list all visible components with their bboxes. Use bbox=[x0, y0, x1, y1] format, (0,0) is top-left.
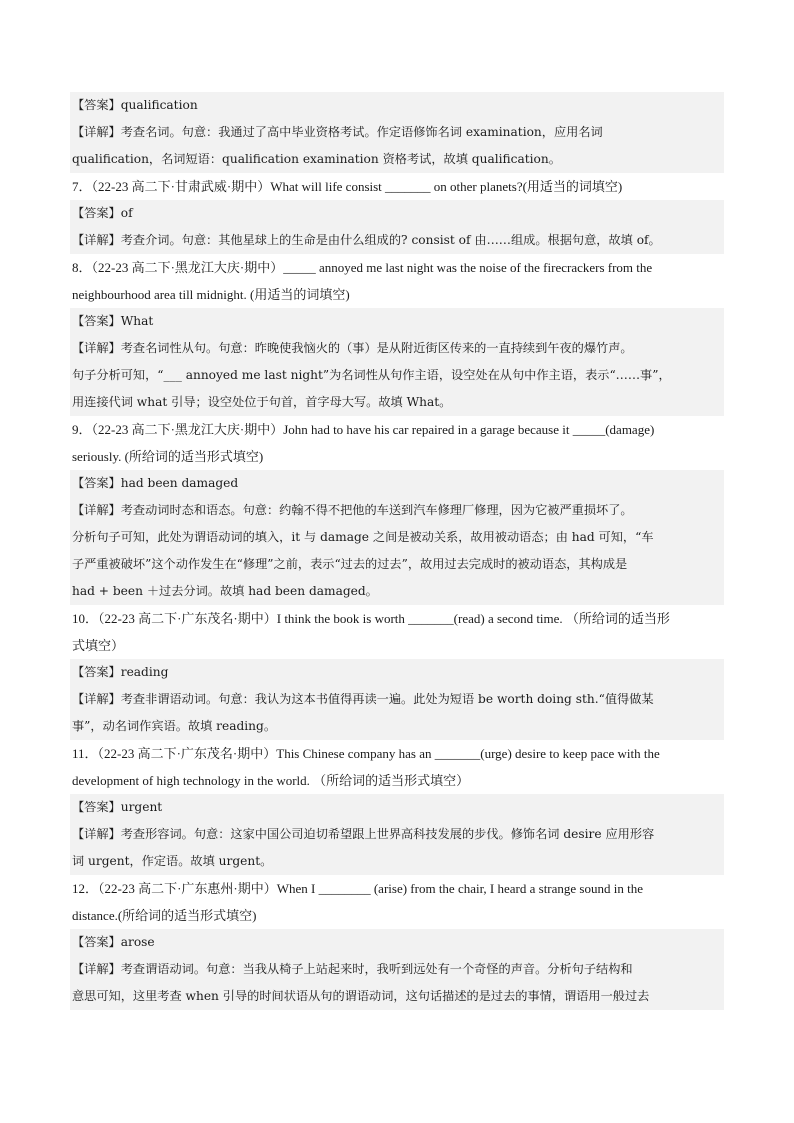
answer-line: 【详解】考查名词性从句。句意：昨晚使我恼火的（事）是从附近街区传来的一直持续到午夜的爆竹声。 bbox=[70, 335, 724, 362]
answer-line: 【答案】arose bbox=[70, 929, 724, 956]
answer-line: 【答案】urgent bbox=[70, 794, 724, 821]
answer-line: 【详解】考查介词。句意：其他星球上的生命是由什么组成的? consist of 由……组成。根据句意，故填 of。 bbox=[70, 227, 724, 254]
question-line: 11．（22-23 高二下·广东茂名·期中）This Chinese company has an _______(urge) desire to keep pace with the bbox=[72, 746, 660, 761]
answer-line: 词 urgent，作定语。故填 urgent。 bbox=[70, 848, 724, 875]
answer-line: 【详解】考查形容词。句意：这家中国公司迫切希望跟上世界高科技发展的步伐。修饰名词 desire 应用形容 bbox=[70, 821, 724, 848]
question-line: 7．（22-23 高二下·甘肃武威·期中）What will life consist _______ on other planets?(用适当的词填空) bbox=[72, 179, 623, 194]
answer-line: 【答案】had been damaged bbox=[70, 470, 724, 497]
answer-line: had + been ＋过去分词。故填 had been damaged。 bbox=[70, 578, 724, 605]
question-line: 式填空） bbox=[72, 638, 125, 653]
answer-line: 【详解】考查非谓语动词。句意：我认为这本书值得再读一遍。此处为短语 be worth doing sth.“值得做某 bbox=[70, 686, 724, 713]
answer-line: 分析句子可知，此处为谓语动词的填入，it 与 damage 之间是被动关系，故用被动语态；由 had 可知，“车 bbox=[70, 524, 724, 551]
answer-line: 【详解】考查动词时态和语态。句意：约翰不得不把他的车送到汽车修理厂修理，因为它被严重损坏了。 bbox=[70, 497, 724, 524]
question-line: 12．（22-23 高二下·广东惠州·期中）When I ________ (arise) from the chair, I heard a strange sound in the bbox=[72, 881, 643, 896]
question-line: 9．（22-23 高二下·黑龙江大庆·期中）John had to have his car repaired in a garage because it _____(damage) bbox=[72, 422, 655, 437]
answer-line: 【答案】What bbox=[70, 308, 724, 335]
answer-line: 【答案】reading bbox=[70, 659, 724, 686]
question-line: neighbourhood area till midnight. (用适当的词填空) bbox=[72, 287, 350, 302]
question-line: development of high technology in the world. （所给词的适当形式填空） bbox=[72, 773, 470, 788]
answer-line: 【详解】考查谓语动词。句意：当我从椅子上站起来时，我听到远处有一个奇怪的声音。分析句子结构和 bbox=[70, 956, 724, 983]
answer-line: 用连接代词 what 引导；设空处位于句首，首字母大写。故填 What。 bbox=[70, 389, 724, 416]
answer-line: 子严重被破坏”这个动作发生在“修理”之前，表示“过去的过去”，故用过去完成时的被动语态，其构成是 bbox=[70, 551, 724, 578]
question-line: 8．（22-23 高二下·黑龙江大庆·期中）_____ annoyed me last night was the noise of the firecrackers from the bbox=[72, 260, 653, 275]
answer-line: 【详解】考查名词。句意：我通过了高中毕业资格考试。作定语修饰名词 examination，应用名词 bbox=[70, 119, 724, 146]
question-line: 10．（22-23 高二下·广东茂名·期中）I think the book is worth _______(read) a second time. （所给词的适当形 bbox=[72, 611, 670, 626]
question-line: seriously. (所给词的适当形式填空) bbox=[72, 449, 264, 464]
answer-line: 【答案】qualification bbox=[70, 92, 724, 119]
answer-line: 意思可知，这里考查 when 引导的时间状语从句的谓语动词，这句话描述的是过去的事情，谓语用一般过去 bbox=[70, 983, 724, 1010]
answer-line: 事”，动名词作宾语。故填 reading。 bbox=[70, 713, 724, 740]
question-line: distance.(所给词的适当形式填空) bbox=[72, 908, 257, 923]
document-page bbox=[70, 92, 724, 1010]
answer-line: 【答案】of bbox=[70, 200, 724, 227]
answer-line: qualification，名词短语：qualification examination 资格考试，故填 qualification。 bbox=[70, 146, 724, 173]
answer-line: 句子分析可知，“___ annoyed me last night”为名词性从句作主语，设空处在从句中作主语，表示“……事”， bbox=[70, 362, 724, 389]
